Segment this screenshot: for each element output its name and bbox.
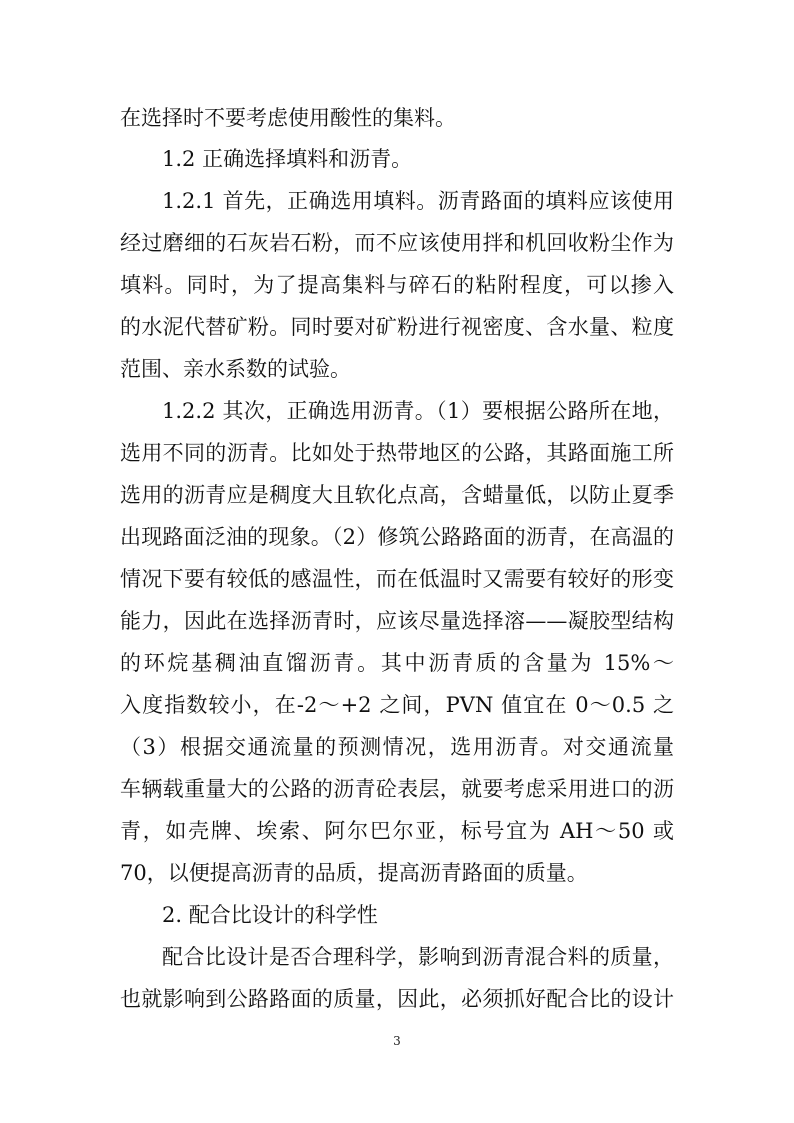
text-line: 青，如壳牌、埃索、阿尔巴尔亚，标号宜为 AH～50 或 (120, 819, 674, 843)
page-number: 3 (393, 1034, 401, 1048)
section-heading-1-2: 1.2 正确选择填料和沥青。 (162, 147, 413, 171)
text-line: 入度指数较小，在-2～+2 之间，PVN 值宜在 0～0.5 之 (120, 693, 674, 717)
text-line: 情况下要有较低的感温性，而在低温时又需要有较好的形变 (120, 567, 674, 591)
text-line: 的环烷基稠油直馏沥青。其中沥青质的含量为 15%～ (120, 651, 674, 675)
text-line: 70，以便提高沥青的品质，提高沥青路面的质量。 (120, 861, 588, 885)
text-line: 能力，因此在选择沥青时，应该尽量选择溶——凝胶型结构 (120, 609, 674, 633)
text-line: 的水泥代替矿粉。同时要对矿粉进行视密度、含水量、粒度 (120, 315, 674, 339)
text-line: 在选择时不要考虑使用酸性的集料。 (120, 106, 456, 130)
text-line: 也就影响到公路路面的质量，因此，必须抓好配合比的设计 (120, 987, 674, 1011)
text-line: 1.2.2 其次，正确选用沥青。（1）要根据公路所在地， (162, 399, 674, 423)
text-line: 填料。同时，为了提高集料与碎石的粘附程度，可以掺入 (120, 273, 674, 297)
text-line: 选用不同的沥青。比如处于热带地区的公路，其路面施工所 (120, 441, 674, 465)
section-heading-2: 2. 配合比设计的科学性 (162, 903, 378, 927)
text-line: （3）根据交通流量的预测情况，选用沥青。对交通流量 (120, 735, 674, 759)
text-line: 配合比设计是否合理科学，影响到沥青混合料的质量， (162, 945, 674, 969)
text-line: 车辆载重量大的公路的沥青砼表层，就要考虑采用进口的沥 (120, 777, 674, 801)
text-line: 选用的沥青应是稠度大且软化点高，含蜡量低，以防止夏季 (120, 483, 674, 507)
text-line: 1.2.1 首先，正确选用填料。沥青路面的填料应该使用 (162, 189, 674, 213)
text-line: 范围、亲水系数的试验。 (120, 357, 351, 381)
text-line: 出现路面泛油的现象。（2）修筑公路路面的沥青，在高温的 (120, 525, 674, 549)
text-line: 经过磨细的石灰岩石粉，而不应该使用拌和机回收粉尘作为 (120, 231, 674, 255)
